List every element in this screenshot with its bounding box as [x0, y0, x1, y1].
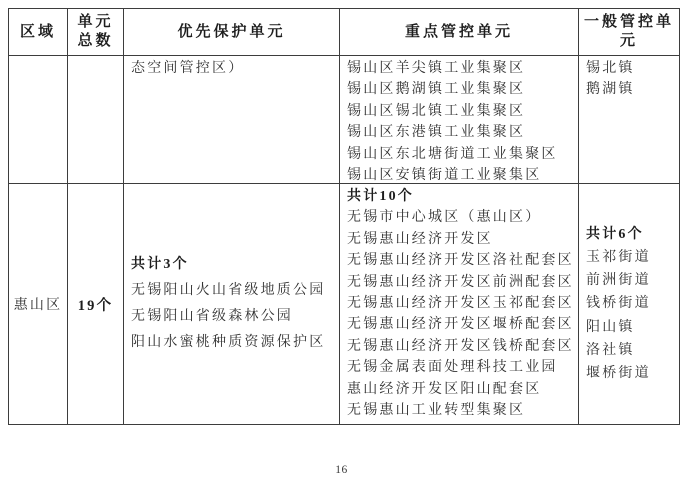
header-region: 区域	[9, 9, 68, 56]
key-total-label: 共计10个	[347, 189, 414, 204]
priority-total-label: 共计3个	[131, 257, 189, 272]
row2-unit-count-cell	[68, 184, 124, 424]
row2-region-cell	[9, 184, 68, 424]
page-number: 16	[335, 464, 348, 476]
region-label: 惠山区	[13, 298, 63, 313]
row1-region-cell	[9, 56, 68, 184]
header-priority-protection-units: 优先保护单元	[124, 9, 340, 56]
row1-general-control-cell: 锡北镇 鹅湖镇	[579, 56, 679, 184]
key-unit-list: 无锡市中心城区（惠山区） 无锡惠山经济开发区 无锡惠山经济开发区洛社配套区 无锡惠山经济开发区前洲配套区 无锡惠山经济开发区玉祁配套区 无锡惠山经济开发区堰桥配套区 无锡惠山经济开发区钱桥配套区 无锡金属表面处理科技工业园 惠山经济开发区阳山配套区 无锡惠山工业转型集聚区	[347, 210, 574, 419]
header-general-control-units: 一般管控单元	[579, 9, 679, 56]
header-unit-count: 单元 总数	[68, 9, 124, 56]
general-unit-list: 玉祁街道 前洲街道 钱桥街道 阳山镇 洛社镇 堰桥街道	[586, 249, 651, 381]
general-total-label: 共计6个	[586, 226, 644, 242]
control-units-table	[8, 8, 680, 425]
row2-priority-cell	[124, 184, 340, 424]
priority-unit-list: 无锡阳山火山省级地质公园 无锡阳山省级森林公园 阳山水蜜桃种质资源保护区	[131, 283, 326, 350]
row2-general-control-cell	[579, 184, 679, 424]
row1-unit-count-cell	[68, 56, 124, 184]
header-key-control-units: 重点管控单元	[340, 9, 579, 56]
row2-key-control-cell	[340, 184, 579, 424]
row1-priority-cell: 态空间管控区）	[124, 56, 340, 184]
row1-key-control-cell: 锡山区羊尖镇工业集聚区 锡山区鹅湖镇工业集聚区 锡山区锡北镇工业集聚区 锡山区东港镇工业集聚区 锡山区东北塘街道工业集聚区 锡山区安镇街道工业聚集区	[340, 56, 579, 184]
unit-count-value: 19个	[77, 297, 114, 314]
